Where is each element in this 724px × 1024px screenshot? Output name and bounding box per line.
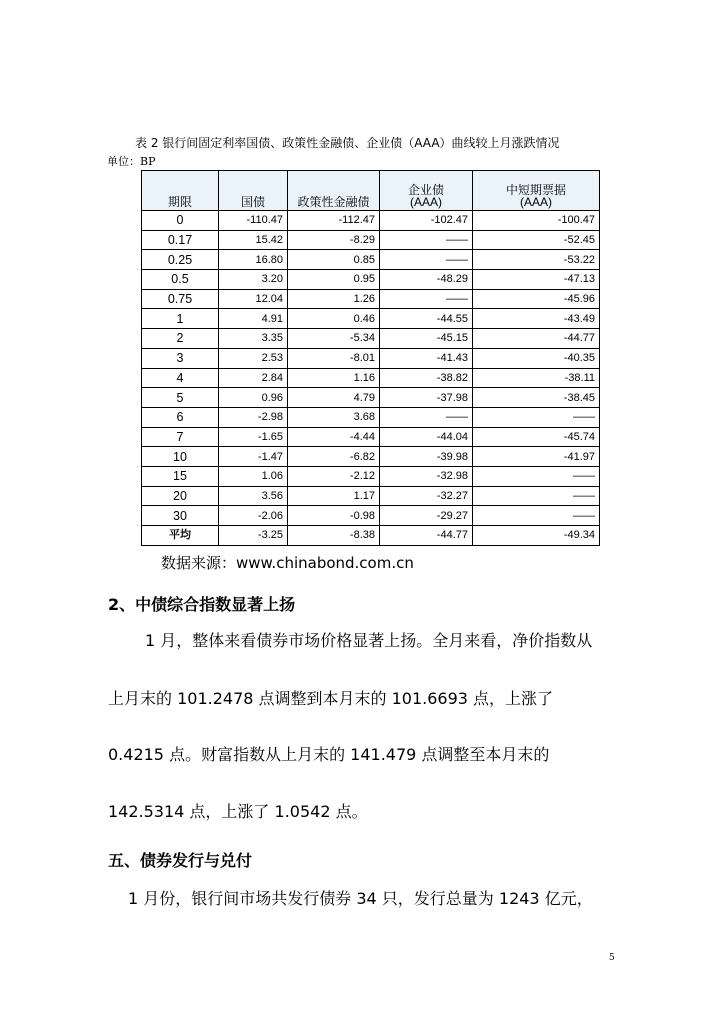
bond-yield-change-table [141, 170, 600, 546]
page-number: 5 [609, 953, 615, 963]
cell-policy: -8.38 [288, 526, 380, 546]
cell-policy: -8.01 [288, 348, 380, 368]
cell-cp: —— [473, 466, 600, 486]
cell-corp: —— [380, 230, 473, 250]
cell-term: 4 [142, 368, 219, 388]
table-row [142, 309, 600, 329]
paragraph-line: 1 月，整体来看债券市场价格显著上扬。全月来看，净价指数从 [145, 631, 593, 650]
header-corp [380, 171, 473, 211]
cell-policy: 3.68 [288, 407, 380, 427]
cell-policy: 1.26 [288, 289, 380, 309]
cell-gov: -1.65 [219, 427, 288, 447]
cell-policy: -112.47 [288, 211, 380, 231]
cell-gov: 1.06 [219, 466, 288, 486]
cell-policy: -5.34 [288, 329, 380, 349]
table-row [142, 230, 600, 250]
cell-policy: 4.79 [288, 388, 380, 408]
cell-policy: 1.16 [288, 368, 380, 388]
cell-policy: 0.46 [288, 309, 380, 329]
cell-corp: -38.82 [380, 368, 473, 388]
cell-gov: 16.80 [219, 250, 288, 270]
header-corp-line2: (AAA) [409, 195, 442, 209]
cell-cp: -43.49 [473, 309, 600, 329]
cell-term: 1 [142, 309, 219, 329]
header-cp-line2: (AAA) [519, 195, 552, 209]
table-row [142, 211, 600, 231]
table-row [142, 526, 600, 546]
table-unit: 单位：BP [107, 155, 156, 168]
header-term: 期限 [142, 171, 219, 211]
cell-cp: -53.22 [473, 250, 600, 270]
cell-term: 0 [142, 211, 219, 231]
cell-term: 20 [142, 486, 219, 506]
cell-gov: -2.98 [219, 407, 288, 427]
cell-term: 3 [142, 348, 219, 368]
table-row [142, 427, 600, 447]
cell-corp: -44.77 [380, 526, 473, 546]
cell-policy: -8.29 [288, 230, 380, 250]
header-corp-line1: 企业债 [407, 183, 444, 197]
cell-gov: 2.84 [219, 368, 288, 388]
cell-gov: 15.42 [219, 230, 288, 250]
cell-term: 0.25 [142, 250, 219, 270]
paragraph-line: 0.4215 点。财富指数从上月末的 141.479 点调整至本月末的 [108, 745, 550, 764]
table-row [142, 407, 600, 427]
paragraph-line: 142.5314 点，上涨了 1.0542 点。 [108, 802, 368, 821]
cell-cp: -49.34 [473, 526, 600, 546]
table-row [142, 506, 600, 526]
cell-cp: -45.74 [473, 427, 600, 447]
cell-cp: -40.35 [473, 348, 600, 368]
cell-cp: -47.13 [473, 270, 600, 290]
cell-corp: -29.27 [380, 506, 473, 526]
table-row [142, 250, 600, 270]
data-source-note: 数据来源：www.chinabond.com.cn [161, 554, 414, 572]
cell-gov: -110.47 [219, 211, 288, 231]
header-policy: 政策性金融债 [288, 171, 380, 211]
cell-gov: -3.25 [219, 526, 288, 546]
cell-corp: -48.29 [380, 270, 473, 290]
cell-term: 6 [142, 407, 219, 427]
cell-corp: —— [380, 250, 473, 270]
cell-corp: -41.43 [380, 348, 473, 368]
cell-corp: —— [380, 289, 473, 309]
table-row [142, 368, 600, 388]
cell-gov: 4.91 [219, 309, 288, 329]
cell-policy: -2.12 [288, 466, 380, 486]
cell-gov: 3.35 [219, 329, 288, 349]
cell-policy: -6.82 [288, 447, 380, 467]
table-caption: 表 2 银行间固定利率国债、政策性金融债、企业债（AAA）曲线较上月涨跌情况 [135, 136, 560, 150]
cell-corp: -44.55 [380, 309, 473, 329]
cell-corp: -44.04 [380, 427, 473, 447]
cell-cp: —— [473, 486, 600, 506]
cell-cp: -44.77 [473, 329, 600, 349]
cell-corp: -102.47 [380, 211, 473, 231]
cell-corp: -45.15 [380, 329, 473, 349]
cell-cp: -41.97 [473, 447, 600, 467]
cell-term: 2 [142, 329, 219, 349]
cell-policy: -4.44 [288, 427, 380, 447]
cell-cp: -52.45 [473, 230, 600, 250]
section-2-heading: 2、中债综合指数显著上扬 [108, 595, 296, 614]
paragraph-line: 上月末的 101.2478 点调整到本月末的 101.6693 点，上涨了 [108, 689, 554, 708]
cell-term: 0.17 [142, 230, 219, 250]
table-row [142, 348, 600, 368]
section-5-heading: 五、债券发行与兑付 [108, 851, 253, 870]
cell-cp: —— [473, 407, 600, 427]
header-gov: 国债 [219, 171, 288, 211]
cell-term: 0.75 [142, 289, 219, 309]
cell-cp: -45.96 [473, 289, 600, 309]
cell-cp: —— [473, 506, 600, 526]
table-row [142, 388, 600, 408]
cell-term: 5 [142, 388, 219, 408]
cell-policy: -0.98 [288, 506, 380, 526]
cell-gov: 0.96 [219, 388, 288, 408]
cell-corp: -32.98 [380, 466, 473, 486]
table-row [142, 289, 600, 309]
header-cp-line1: 中短期票据 [505, 183, 566, 197]
cell-term: 平均 [142, 526, 219, 546]
cell-policy: 0.95 [288, 270, 380, 290]
header-cp [473, 171, 600, 211]
table-row [142, 270, 600, 290]
cell-gov: 2.53 [219, 348, 288, 368]
cell-corp: -37.98 [380, 388, 473, 408]
table-row [142, 486, 600, 506]
paragraph-line: 1 月份，银行间市场共发行债券 34 只，发行总量为 1243 亿元， [128, 889, 593, 908]
table-row [142, 466, 600, 486]
cell-corp: -32.27 [380, 486, 473, 506]
cell-term: 0.5 [142, 270, 219, 290]
cell-policy: 0.85 [288, 250, 380, 270]
cell-cp: -100.47 [473, 211, 600, 231]
cell-term: 10 [142, 447, 219, 467]
cell-gov: 3.20 [219, 270, 288, 290]
cell-term: 30 [142, 506, 219, 526]
cell-gov: -1.47 [219, 447, 288, 467]
cell-gov: -2.06 [219, 506, 288, 526]
cell-corp: —— [380, 407, 473, 427]
table-row [142, 447, 600, 467]
table-row [142, 329, 600, 349]
cell-term: 7 [142, 427, 219, 447]
cell-gov: 3.56 [219, 486, 288, 506]
cell-cp: -38.11 [473, 368, 600, 388]
cell-policy: 1.17 [288, 486, 380, 506]
table-header-row [142, 171, 600, 211]
cell-gov: 12.04 [219, 289, 288, 309]
cell-term: 15 [142, 466, 219, 486]
cell-cp: -38.45 [473, 388, 600, 408]
cell-corp: -39.98 [380, 447, 473, 467]
